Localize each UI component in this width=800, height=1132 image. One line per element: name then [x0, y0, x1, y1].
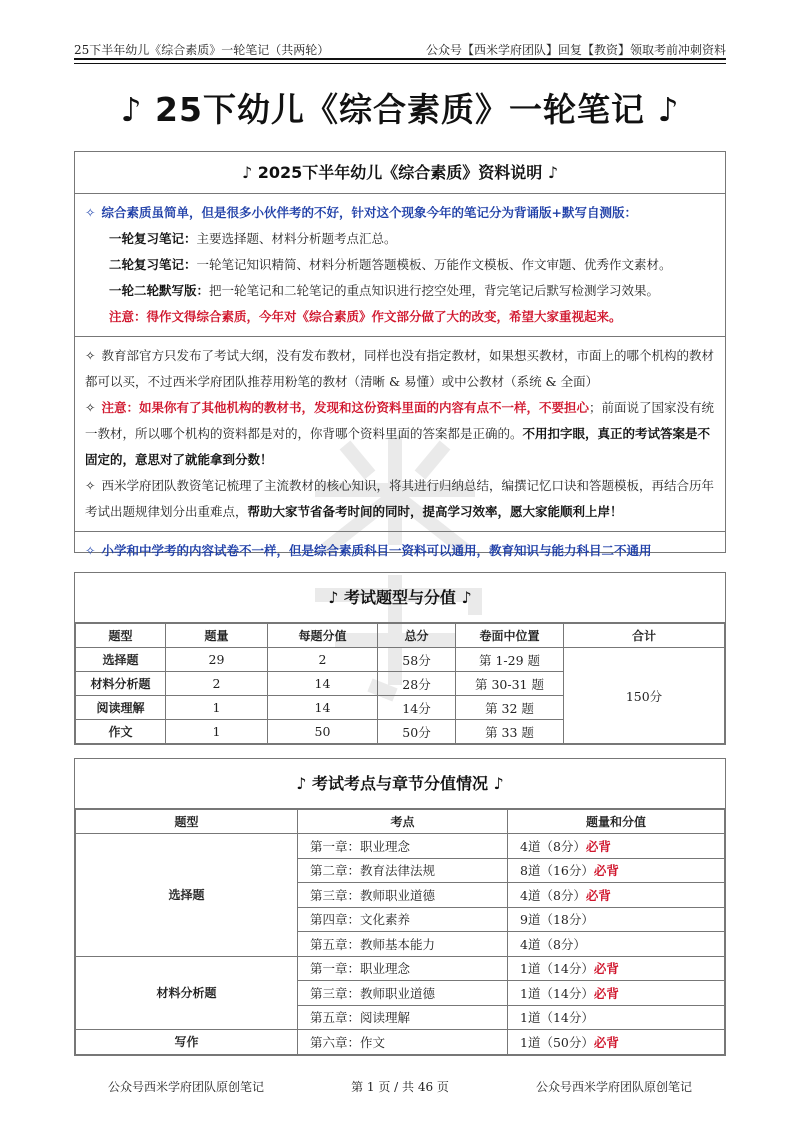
table-row: 第五章：教师基本能力 4道（8分）: [76, 932, 725, 957]
exam-types-title: ♪ 考试题型与分值 ♪: [75, 573, 725, 623]
diamond-bullet-icon: ✧: [85, 478, 96, 493]
table-row: 阅读理解 1 14 14分 第 32 题: [76, 696, 725, 720]
table-row: 第二章：教育法律法规 8道（16分）必背: [76, 858, 725, 883]
table-row: 第五章：阅读理解 1道（14分）: [76, 1005, 725, 1030]
header-rule-thick: [74, 58, 726, 60]
diamond-bullet-icon: ✧: [85, 543, 96, 558]
footer-right-text: 公众号西米学府团队原创笔记: [535, 1080, 692, 1094]
intro-section-compat: [75, 532, 725, 570]
diamond-bullet-icon: ✧: [85, 400, 96, 415]
intro-section-structure: [75, 194, 725, 337]
chapters-title: ♪ 考试考点与章节分值情况 ♪: [75, 759, 725, 809]
table-row: 选择题 29 2 58分 第 1-29 题 150分: [76, 648, 725, 672]
exam-types-box: [74, 572, 726, 745]
must-memorize-tag: 必背: [593, 863, 619, 879]
must-memorize-tag: 必背: [585, 887, 611, 903]
note-type-item: 二轮复习笔记：一轮笔记知识精简、材料分析题答题模板、万能作文模板、作文审题、优秀作文素材。: [109, 257, 672, 272]
note-type-item: 一轮二轮默写版：把一轮笔记和二轮笔记的重点知识进行挖空处理，背完笔记后默写检测学习效果。: [109, 283, 660, 298]
intro-note: 注意：得作文得综合素质，今年对《综合素质》作文部分做了大的改变，希望大家重视起来。: [109, 309, 622, 324]
must-memorize-tag: 必背: [593, 961, 619, 977]
textbook-warning: 注意：如果你有了其他机构的教材书，发现和这份资料里面的内容有点不一样，不要担心: [101, 400, 589, 415]
table-header-row: 题型 题量 每题分值 总分 卷面中位置 合计: [76, 624, 725, 648]
must-memorize-tag: 必背: [593, 985, 619, 1001]
must-memorize-tag: 必背: [593, 1034, 619, 1050]
header-rule-thin: [74, 63, 726, 64]
chapters-box: [74, 758, 726, 1056]
compat-note: 小学和中学考的内容试卷不一样，但是综合素质科目一资料可以通用，教育知识与能力科目二不通用: [101, 543, 652, 558]
footer-left-text: 公众号西米学府团队原创笔记: [108, 1080, 265, 1094]
table-row: 写作 第六章：作文 1道（50分）必背: [76, 1030, 725, 1055]
chapters-table: [75, 809, 725, 1055]
intro-section-textbook: ✧ 教育部官方只发布了考试大纲，没有发布教材，同样也没有指定教材，如果想买教材，市面上的哪个机构的教材都可以买，不过西米学府团队推荐用粉笔的教材（清晰 & 易懂）或中公教材（系统 & 全面） ✧ 注意：如果你有了其他机构的教材书，发现和这份资料里面的内容有点不一样，不要担心；前面说了国家没有统一教材，所以哪个机构的资料都是对的，你背哪个资料里面的答案都是正确的。不用扣字眼，真正的考试答案是不固定的，意思对了就能拿到分数！ ✧ 西米学府团队教资笔记梳理了主流教材的核心知识，将其进行归纳总结，编撰记忆口诀和答题模板，再结合历年考试出题规律划分出重难点，帮助大家节省备考时间的同时，提高学习效率，愿大家能顺利上岸！: [75, 337, 725, 532]
page-header: [74, 38, 726, 58]
must-memorize-tag: 必背: [585, 838, 611, 854]
intro-lead: 综合素质虽简单，但是很多小伙伴考的不好，针对这个现象今年的笔记分为背诵版+默写自测版：: [101, 205, 637, 220]
header-left-text: 25下半年幼儿《综合素质》一轮笔记（共两轮）: [74, 43, 330, 57]
table-row: 选择题 第一章：职业理念 4道（8分）必背: [76, 834, 725, 859]
table-header-row: 题型 考点 题量和分值: [76, 810, 725, 834]
exam-types-table: [75, 623, 725, 744]
header-right-text: 公众号【西米学府团队】回复【教资】领取考前冲刺资料: [425, 43, 726, 57]
table-row: 材料分析题 2 14 28分 第 30-31 题: [76, 672, 725, 696]
table-row: 第三章：教师职业道德 1道（14分）必背: [76, 981, 725, 1006]
total-score: 150分: [564, 648, 725, 744]
intro-box: [74, 151, 726, 558]
page-title: ♪ 25下幼儿《综合素质》一轮笔记 ♪: [120, 90, 680, 129]
note-type-item: 一轮复习笔记：主要选择题、材料分析题考点汇总。: [109, 231, 397, 246]
table-row: 作文 1 50 50分 第 33 题: [76, 720, 725, 744]
table-row: 第三章：教师职业道德 4道（8分）必背: [76, 883, 725, 908]
table-row: 第四章：文化素养 9道（18分）: [76, 907, 725, 932]
diamond-bullet-icon: ✧: [85, 205, 96, 220]
intro-title: ♪ 2025下半年幼儿《综合素质》资料说明 ♪: [75, 152, 725, 194]
page-footer: [108, 1078, 692, 1095]
table-row: 材料分析题 第一章：职业理念 1道（14分）必背: [76, 956, 725, 981]
page-number: 第 1 页 / 共 46 页: [351, 1080, 449, 1094]
diamond-bullet-icon: ✧: [85, 348, 96, 363]
textbook-paragraph: 教育部官方只发布了考试大纲，没有发布教材，同样也没有指定教材，如果想买教材，市面上的哪个机构的教材都可以买，不过西米学府团队推荐用粉笔的教材（清晰 & 易懂）或中公教材（系统 & 全面）: [85, 348, 714, 389]
